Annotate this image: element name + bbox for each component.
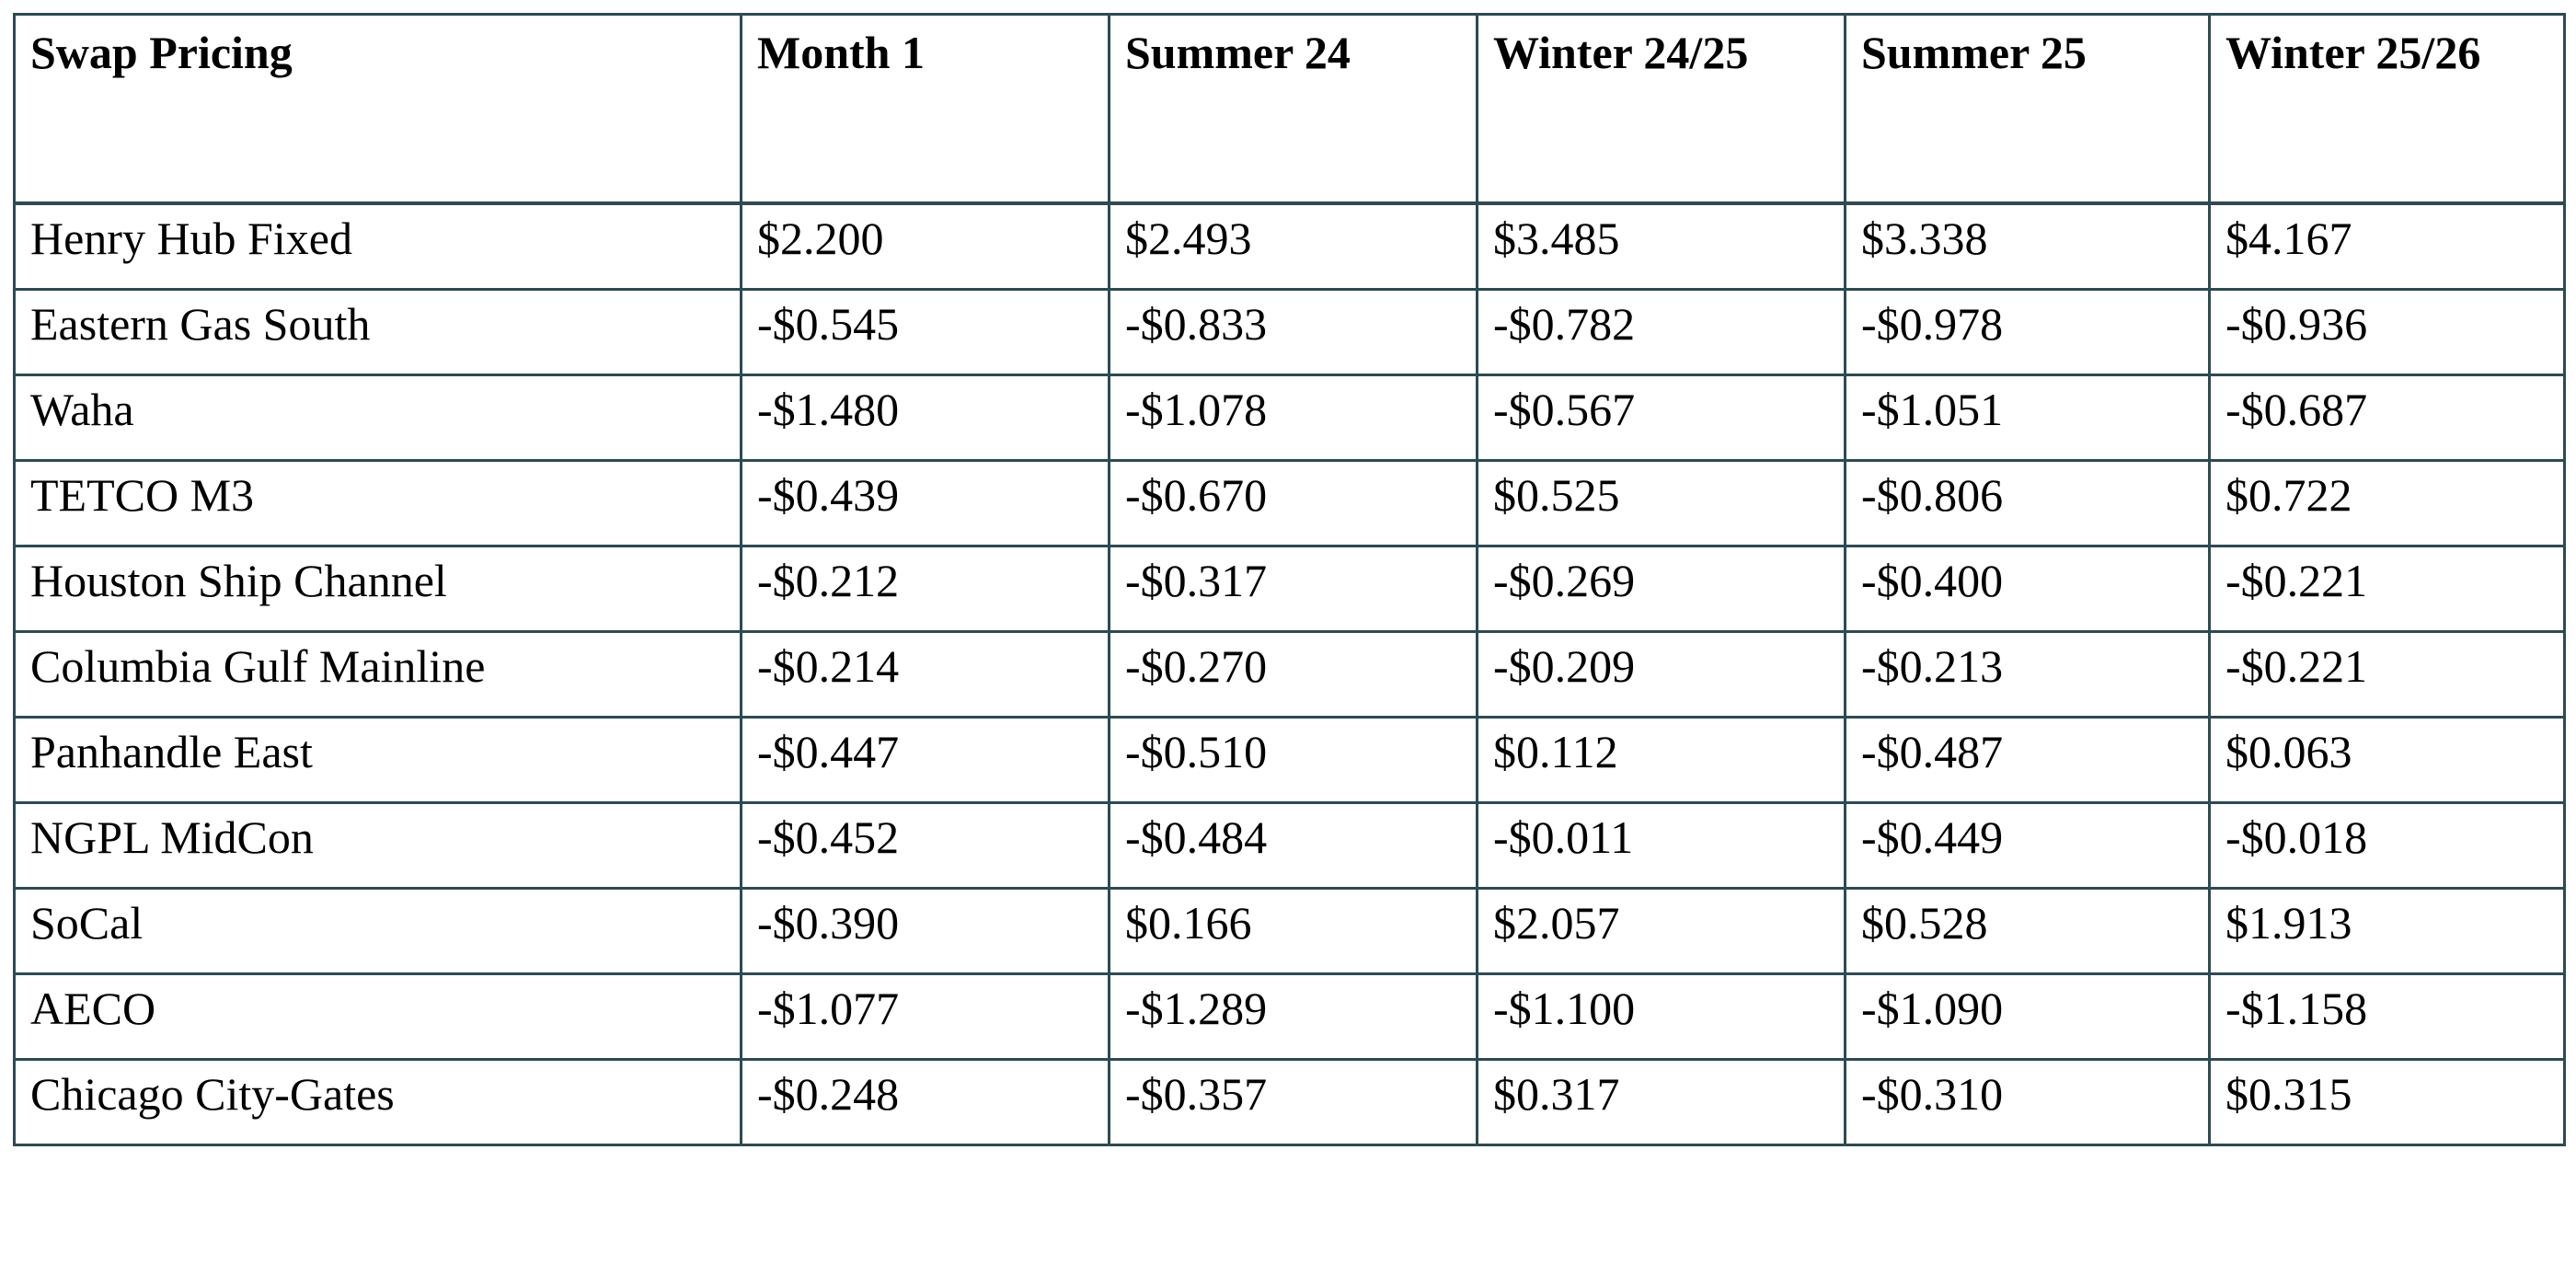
cell-value: -$1.077 bbox=[742, 974, 1110, 1060]
row-label: Waha bbox=[15, 375, 742, 461]
cell-value: -$0.248 bbox=[742, 1060, 1110, 1145]
table-row bbox=[15, 1060, 2565, 1145]
cell-value: -$0.782 bbox=[1478, 290, 1846, 375]
row-label: Eastern Gas South bbox=[15, 290, 742, 375]
cell-value: $2.493 bbox=[1110, 203, 1478, 290]
table-row bbox=[15, 290, 2565, 375]
cell-value: -$0.270 bbox=[1110, 632, 1478, 718]
column-header-summer-25: Summer 25 bbox=[1846, 15, 2210, 204]
cell-value: -$1.078 bbox=[1110, 375, 1478, 461]
cell-value: $3.485 bbox=[1478, 203, 1846, 290]
cell-value: -$0.545 bbox=[742, 290, 1110, 375]
cell-value: -$0.214 bbox=[742, 632, 1110, 718]
table-header bbox=[15, 15, 2565, 204]
cell-value: -$0.212 bbox=[742, 546, 1110, 632]
cell-value: -$0.400 bbox=[1846, 546, 2210, 632]
cell-value: -$0.687 bbox=[2210, 375, 2565, 461]
table-row bbox=[15, 632, 2565, 718]
column-header-swap-pricing: Swap Pricing bbox=[15, 15, 742, 204]
cell-value: -$0.806 bbox=[1846, 461, 2210, 546]
cell-value: $3.338 bbox=[1846, 203, 2210, 290]
cell-value: $4.167 bbox=[2210, 203, 2565, 290]
cell-value: -$1.090 bbox=[1846, 974, 2210, 1060]
cell-value: -$0.357 bbox=[1110, 1060, 1478, 1145]
cell-value: -$0.221 bbox=[2210, 546, 2565, 632]
cell-value: -$0.510 bbox=[1110, 718, 1478, 803]
row-label: SoCal bbox=[15, 889, 742, 974]
header-row bbox=[15, 15, 2565, 204]
table-row bbox=[15, 203, 2565, 290]
cell-value: -$0.317 bbox=[1110, 546, 1478, 632]
table-row bbox=[15, 461, 2565, 546]
cell-value: $2.200 bbox=[742, 203, 1110, 290]
table-row bbox=[15, 974, 2565, 1060]
swap-pricing-table bbox=[13, 13, 2566, 1146]
cell-value: -$1.480 bbox=[742, 375, 1110, 461]
cell-value: $0.315 bbox=[2210, 1060, 2565, 1145]
cell-value: $0.525 bbox=[1478, 461, 1846, 546]
cell-value: -$1.158 bbox=[2210, 974, 2565, 1060]
table-body bbox=[15, 203, 2565, 1145]
table-row bbox=[15, 803, 2565, 889]
column-header-winter-25-26: Winter 25/26 bbox=[2210, 15, 2565, 204]
cell-value: -$0.449 bbox=[1846, 803, 2210, 889]
cell-value: $2.057 bbox=[1478, 889, 1846, 974]
cell-value: -$1.289 bbox=[1110, 974, 1478, 1060]
cell-value: -$0.487 bbox=[1846, 718, 2210, 803]
row-label: Columbia Gulf Mainline bbox=[15, 632, 742, 718]
cell-value: -$0.670 bbox=[1110, 461, 1478, 546]
cell-value: -$0.484 bbox=[1110, 803, 1478, 889]
column-header-winter-24-25: Winter 24/25 bbox=[1478, 15, 1846, 204]
cell-value: $0.063 bbox=[2210, 718, 2565, 803]
column-header-month-1: Month 1 bbox=[742, 15, 1110, 204]
row-label: Panhandle East bbox=[15, 718, 742, 803]
table-row bbox=[15, 546, 2565, 632]
cell-value: $0.528 bbox=[1846, 889, 2210, 974]
cell-value: $0.317 bbox=[1478, 1060, 1846, 1145]
column-header-summer-24: Summer 24 bbox=[1110, 15, 1478, 204]
cell-value: $0.112 bbox=[1478, 718, 1846, 803]
row-label: AECO bbox=[15, 974, 742, 1060]
cell-value: -$0.209 bbox=[1478, 632, 1846, 718]
cell-value: -$0.011 bbox=[1478, 803, 1846, 889]
row-label: Chicago City-Gates bbox=[15, 1060, 742, 1145]
cell-value: -$0.018 bbox=[2210, 803, 2565, 889]
cell-value: -$0.310 bbox=[1846, 1060, 2210, 1145]
cell-value: -$0.452 bbox=[742, 803, 1110, 889]
table-row bbox=[15, 375, 2565, 461]
cell-value: -$0.390 bbox=[742, 889, 1110, 974]
cell-value: -$0.447 bbox=[742, 718, 1110, 803]
table-row bbox=[15, 718, 2565, 803]
row-label: Henry Hub Fixed bbox=[15, 203, 742, 290]
cell-value: $0.722 bbox=[2210, 461, 2565, 546]
table-row bbox=[15, 889, 2565, 974]
cell-value: -$0.567 bbox=[1478, 375, 1846, 461]
cell-value: -$0.269 bbox=[1478, 546, 1846, 632]
cell-value: -$0.978 bbox=[1846, 290, 2210, 375]
row-label: Houston Ship Channel bbox=[15, 546, 742, 632]
row-label: TETCO M3 bbox=[15, 461, 742, 546]
row-label: NGPL MidCon bbox=[15, 803, 742, 889]
cell-value: $0.166 bbox=[1110, 889, 1478, 974]
cell-value: -$0.221 bbox=[2210, 632, 2565, 718]
cell-value: -$1.100 bbox=[1478, 974, 1846, 1060]
cell-value: -$0.833 bbox=[1110, 290, 1478, 375]
cell-value: -$0.439 bbox=[742, 461, 1110, 546]
cell-value: -$0.936 bbox=[2210, 290, 2565, 375]
cell-value: $1.913 bbox=[2210, 889, 2565, 974]
cell-value: -$1.051 bbox=[1846, 375, 2210, 461]
cell-value: -$0.213 bbox=[1846, 632, 2210, 718]
